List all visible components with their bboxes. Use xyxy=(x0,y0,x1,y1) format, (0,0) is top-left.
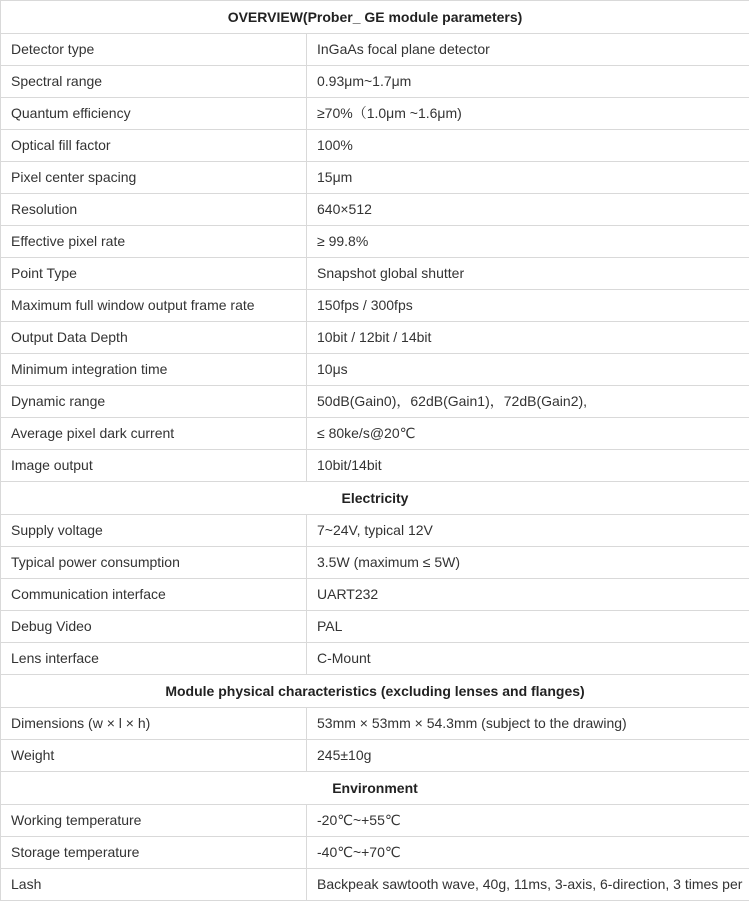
parameter-value: InGaAs focal plane detector xyxy=(307,34,749,66)
section-header-row xyxy=(1,482,749,515)
parameter-value: PAL xyxy=(307,611,749,643)
parameter-value: 3.5W (maximum ≤ 5W) xyxy=(307,547,749,579)
table-row xyxy=(1,515,749,547)
table-row xyxy=(1,450,749,482)
parameter-label: Quantum efficiency xyxy=(1,98,307,130)
table-row xyxy=(1,547,749,579)
parameter-label: Typical power consumption xyxy=(1,547,307,579)
table-row xyxy=(1,66,749,98)
parameter-label: Dynamic range xyxy=(1,386,307,418)
parameter-value: Backpeak sawtooth wave, 40g, 11ms, 3-axis, 6-direction, 3 times per xyxy=(307,869,749,901)
parameter-label: Average pixel dark current xyxy=(1,418,307,450)
table-row xyxy=(1,34,749,66)
parameter-label: Storage temperature xyxy=(1,837,307,869)
table-row xyxy=(1,194,749,226)
spec-table-body xyxy=(1,1,749,901)
parameter-label: Supply voltage xyxy=(1,515,307,547)
parameter-label: Point Type xyxy=(1,258,307,290)
table-row xyxy=(1,162,749,194)
parameter-label: Dimensions (w × l × h) xyxy=(1,708,307,740)
table-row xyxy=(1,226,749,258)
parameter-value: ≥ 99.8% xyxy=(307,226,749,258)
parameter-value: ≥70%（1.0μm ~1.6μm) xyxy=(307,98,749,130)
section-header-row xyxy=(1,1,749,34)
parameter-label: Optical fill factor xyxy=(1,130,307,162)
parameter-label: Lash xyxy=(1,869,307,901)
parameter-label: Maximum full window output frame rate xyxy=(1,290,307,322)
parameter-label: Spectral range xyxy=(1,66,307,98)
section-title: Electricity xyxy=(1,482,749,515)
table-row xyxy=(1,322,749,354)
parameter-value: 245±10g xyxy=(307,740,749,772)
parameter-value: 10μs xyxy=(307,354,749,386)
parameter-label: Image output xyxy=(1,450,307,482)
table-row xyxy=(1,386,749,418)
parameter-label: Weight xyxy=(1,740,307,772)
parameter-value: 640×512 xyxy=(307,194,749,226)
table-row xyxy=(1,130,749,162)
table-row xyxy=(1,708,749,740)
section-header-row xyxy=(1,772,749,805)
parameter-label: Output Data Depth xyxy=(1,322,307,354)
parameter-value: C-Mount xyxy=(307,643,749,675)
table-row xyxy=(1,805,749,837)
parameter-label: Communication interface xyxy=(1,579,307,611)
section-title: Environment xyxy=(1,772,749,805)
parameter-label: Lens interface xyxy=(1,643,307,675)
parameter-label: Resolution xyxy=(1,194,307,226)
parameter-value: 10bit / 12bit / 14bit xyxy=(307,322,749,354)
parameter-value: Snapshot global shutter xyxy=(307,258,749,290)
parameter-value: 10bit/14bit xyxy=(307,450,749,482)
table-row xyxy=(1,98,749,130)
parameter-label: Minimum integration time xyxy=(1,354,307,386)
section-title: OVERVIEW(Prober_ GE module parameters) xyxy=(1,1,749,34)
parameter-value: 53mm × 53mm × 54.3mm (subject to the drawing) xyxy=(307,708,749,740)
parameter-value: -20℃~+55℃ xyxy=(307,805,749,837)
parameter-label: Detector type xyxy=(1,34,307,66)
parameter-value: UART232 xyxy=(307,579,749,611)
parameter-value: -40℃~+70℃ xyxy=(307,837,749,869)
table-row xyxy=(1,579,749,611)
parameter-label: Pixel center spacing xyxy=(1,162,307,194)
table-row xyxy=(1,643,749,675)
table-row xyxy=(1,611,749,643)
parameter-value: 7~24V, typical 12V xyxy=(307,515,749,547)
parameter-label: Working temperature xyxy=(1,805,307,837)
parameter-value: 50dB(Gain0)，62dB(Gain1)，72dB(Gain2), xyxy=(307,386,749,418)
parameter-label: Effective pixel rate xyxy=(1,226,307,258)
table-row xyxy=(1,740,749,772)
table-row xyxy=(1,354,749,386)
parameter-value: 150fps / 300fps xyxy=(307,290,749,322)
section-title: Module physical characteristics (excluding lenses and flanges) xyxy=(1,675,749,708)
section-header-row xyxy=(1,675,749,708)
parameter-value: ≤ 80ke/s@20℃ xyxy=(307,418,749,450)
table-row xyxy=(1,837,749,869)
parameter-value: 15μm xyxy=(307,162,749,194)
parameter-value: 100% xyxy=(307,130,749,162)
parameter-value: 0.93μm~1.7μm xyxy=(307,66,749,98)
table-row xyxy=(1,418,749,450)
parameter-label: Debug Video xyxy=(1,611,307,643)
table-row xyxy=(1,258,749,290)
table-row xyxy=(1,290,749,322)
